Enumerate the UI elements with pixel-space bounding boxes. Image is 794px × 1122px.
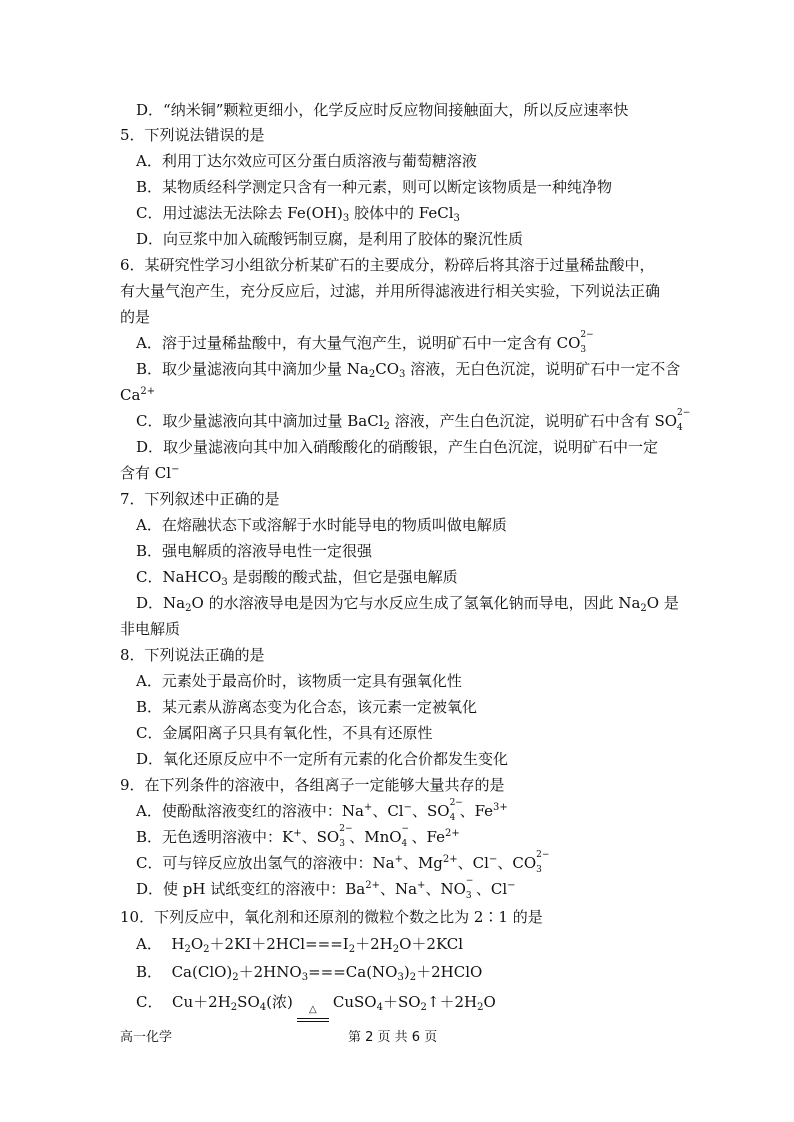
q9-option-d: D．使 pH 试纸变红的溶液中：$Ba^{2+}$、Na+、NO − 3 、Cl− [136, 876, 516, 901]
q6-stem-line2: 有大量气泡产生，充分反应后，过滤，并用所得滤液进行相关实验，下列说法正确 [120, 282, 661, 300]
q6-option-c: C．取少量滤液向其中滴加过量 BaCl$_2$ 溶液，产生白色沉淀，说明矿石中含有 SO 2− 4 [136, 408, 691, 433]
q9-stem: 9．在下列条件的溶液中，各组离子一定能够大量共存的是 [120, 776, 505, 794]
q6-option-d-line1: D．取少量滤液向其中加入硝酸酸化的硝酸银，产生白色沉淀，说明矿石中一定 [136, 438, 659, 456]
q7-option-a: A．在熔融状态下或溶解于水时能导电的物质叫做电解质 [136, 516, 507, 534]
q7-option-b: B．强电解质的溶液导电性一定很强 [136, 542, 373, 560]
q6-option-b-line1: B．取少量滤液向其中滴加少量 $Na_2CO_3$ 溶液，无白色沉淀，说明矿石中一定不含 [136, 360, 681, 380]
q10-option-a: A． $H_2O_2+2KI+2HCl===I_2+2H_2O+2KCl$ [136, 935, 464, 955]
q5-option-d: D．向豆浆中加入硫酸钙制豆腐，是利用了胶体的聚沉性质 [136, 230, 524, 248]
q6-stem-line1: 6．某研究性学习小组欲分析某矿石的主要成分，粉碎后将其溶于过量稀盐酸中， [120, 256, 655, 274]
q10-stem: 10．下列反应中，氧化剂和还原剂的微粒个数之比为 2∶1 的是 [120, 908, 543, 926]
q5-option-b: B．某物质经科学测定只含有一种元素，则可以断定该物质是一种纯净物 [136, 178, 613, 196]
q8-option-b: B．某元素从游离态变为化合态，该元素一定被氧化 [136, 698, 478, 716]
q8-option-d: D．氧化还原反应中不一定所有元素的化合价都发生变化 [136, 750, 509, 768]
q9-option-b: B．无色透明溶液中：K+、SO 2− 3 、MnO − 4 、$Fe^{2+}$ [136, 824, 460, 849]
q10-option-c: C． $Cu+2H_2SO_4$(浓) △ $CuSO_4+SO_2↑+2H_2O$ [136, 992, 496, 1012]
q7-stem: 7．下列叙述中正确的是 [120, 490, 280, 508]
q9-option-c: C．可与锌反应放出氢气的溶液中：Na+、$Mg^{2+}$、Cl−、CO 2− 3 [136, 850, 550, 875]
q8-option-a: A．元素处于最高价时，该物质一定具有强氧化性 [136, 672, 462, 690]
q8-stem: 8．下列说法正确的是 [120, 646, 265, 664]
q6-stem-line3: 的是 [120, 308, 151, 326]
q5-stem: 5．下列说法错误的是 [120, 126, 265, 144]
q6-option-d-line2: 含有 Cl− [120, 464, 180, 482]
q6-option-b-line2: $Ca^{2+}$ [120, 386, 156, 404]
q5-option-c: C．用过滤法无法除去 $Fe(OH)_3$ 胶体中的 FeCl$_3$ [136, 204, 460, 224]
footer-subject: 高一化学 [120, 1030, 173, 1045]
q7-option-c: C．NaHCO$_3$ 是弱酸的酸式盐，但它是强电解质 [136, 568, 458, 588]
q9-option-a: A．使酚酞溶液变红的溶液中：Na+、Cl−、SO 2− 4 、$Fe^{3+}$ [136, 798, 508, 823]
q5-option-a: A．利用丁达尔效应可区分蛋白质溶液与葡萄糖溶液 [136, 152, 477, 170]
q4-option-d: D．“纳米铜”颗粒更细小，化学反应时反应物间接触面大，所以反应速率快 [136, 101, 629, 119]
q7-option-d-line1: D．$Na_2O$ 的水溶液导电是因为它与水反应生成了氢氧化钠而导电，因此 $Na_2O$ 是 [136, 594, 679, 614]
q7-option-d-line2: 非电解质 [120, 620, 181, 638]
q8-option-c: C．金属阳离子只具有氧化性，不具有还原性 [136, 724, 433, 742]
footer-page-number: 第 2 页 共 6 页 [348, 1030, 438, 1045]
q10-option-b: B． $Ca(ClO)_2+2HNO_3===Ca(NO_3)_2+2HClO$ [136, 963, 483, 983]
q6-option-a: A．溶于过量稀盐酸中，有大量气泡产生，说明矿石中一定含有 CO 2− 3 [136, 330, 594, 355]
